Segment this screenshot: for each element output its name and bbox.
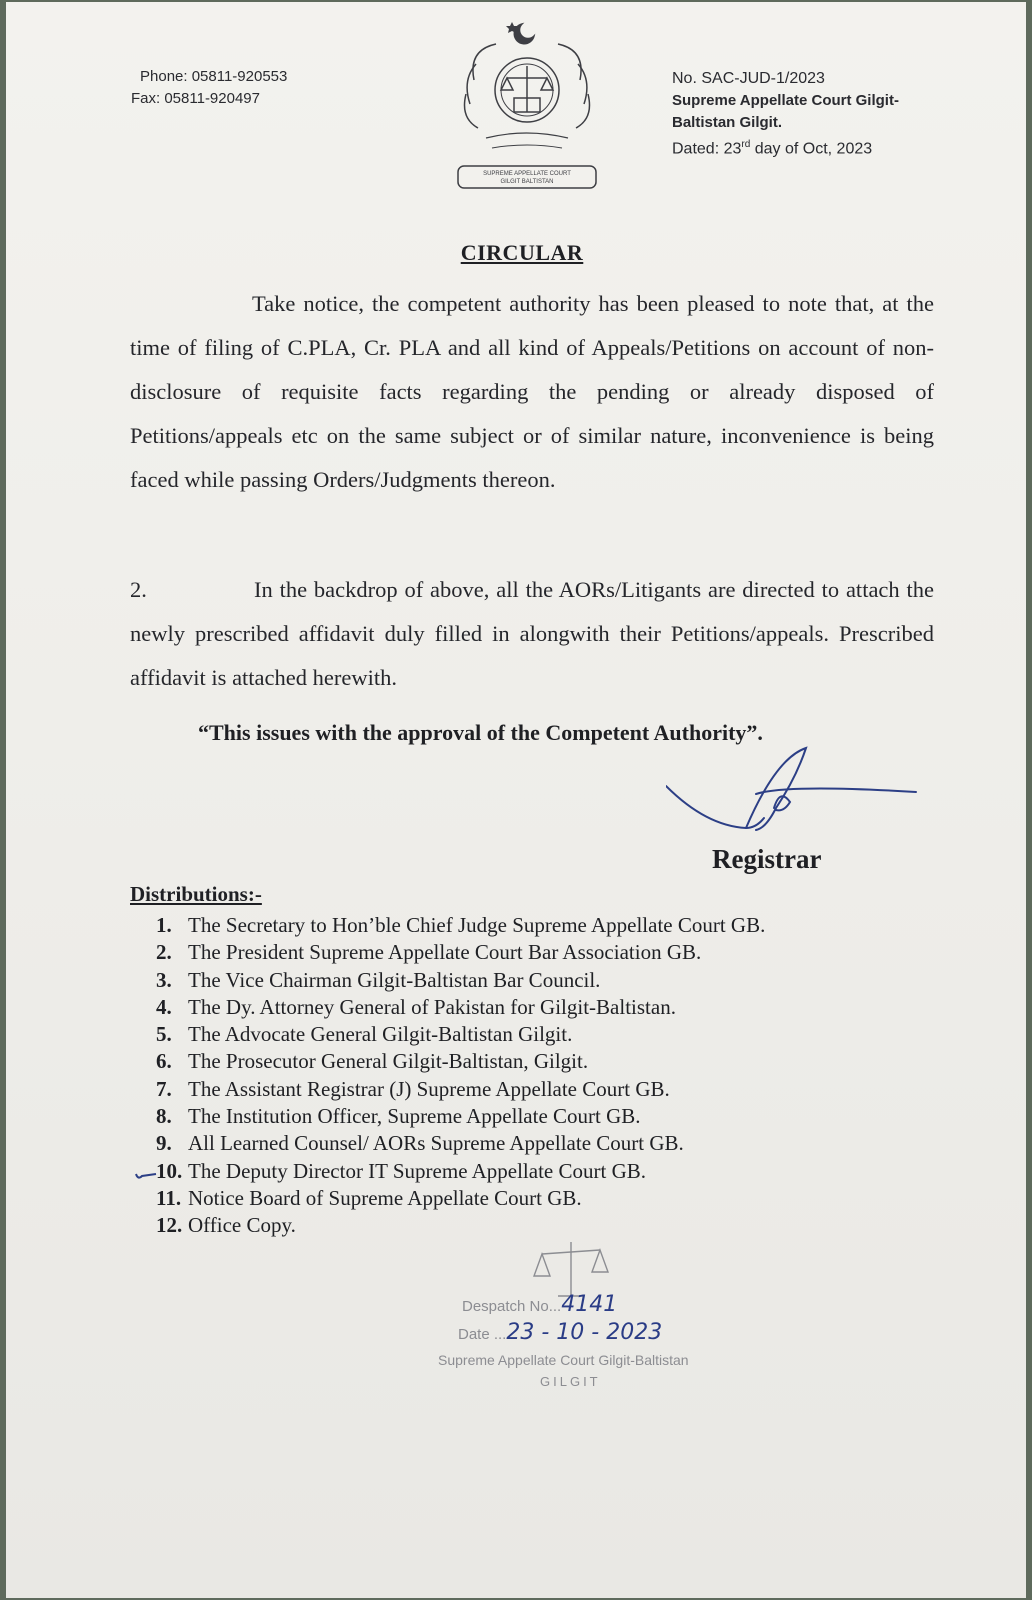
list-item: 1. The Secretary to Hon’ble Chief Judge Supreme Appellate Court GB. — [156, 913, 766, 937]
list-item: 6. The Prosecutor General Gilgit-Baltistan, Gilgit. — [156, 1049, 589, 1074]
reference-block — [672, 68, 899, 160]
paragraph-number: 2. — [130, 577, 147, 602]
distribution-list — [156, 912, 765, 1240]
tick-mark-icon — [134, 1168, 158, 1182]
paragraph-1: Take notice, the competent authority has been pleased to note that, at the time of filing of C.PLA, Cr. PLA and all kind of Appeals/Petitions on account of non-disclosure of requisite facts regarding the pending or already disposed of Petitions/appeals etc on the same subject or of similar nature, inconvenience is being faced while passing Orders/Judgments thereon. — [130, 291, 934, 492]
paragraph-2-text: In the backdrop of above, all the AORs/Litigants are directed to attach the newly prescribed affidavit duly filled in alongwith their Petitions/appeals. Prescribed affidavit is attached herewith. — [130, 577, 934, 690]
stamp-city: GILGIT — [540, 1374, 601, 1389]
despatch-date-row — [458, 1320, 662, 1345]
svg-text:SUPREME APPELLATE COURT: SUPREME APPELLATE COURT — [483, 171, 571, 177]
list-item: 2. The President Supreme Appellate Court Bar Association GB. — [156, 940, 702, 965]
approval-quote: “This issues with the approval of the Competent Authority”. — [198, 720, 763, 745]
phone-number: Phone: 05811-920553 — [140, 68, 288, 85]
list-item: 11. Notice Board of Supreme Appellate Court GB. — [156, 1185, 582, 1210]
contact-block — [131, 66, 288, 110]
signatory-title: Registrar — [712, 844, 822, 874]
despatch-date-value: 23 - 10 - 2023 — [506, 1320, 663, 1345]
list-item: 3. The Vice Chairman Gilgit-Baltistan Bar Council. — [156, 967, 601, 992]
paragraph-2 — [130, 568, 934, 700]
court-name-line1: Supreme Appellate Court Gilgit- — [672, 92, 899, 109]
reference-number: No. SAC-JUD-1/2023 — [672, 70, 825, 87]
list-item: 10. The Deputy Director IT Supreme Appellate Court GB. — [156, 1158, 647, 1183]
list-item: 7. The Assistant Registrar (J) Supreme Appellate Court GB. — [156, 1076, 670, 1101]
court-name-line2: Baltistan Gilgit. — [672, 114, 783, 131]
fax-number: Fax: 05811-920497 — [131, 90, 260, 107]
distributions-heading: Distributions:- — [130, 882, 262, 906]
despatch-date-label: Date ... — [458, 1326, 507, 1343]
despatch-number-value: 4141 — [561, 1292, 618, 1317]
circular-page — [6, 2, 1026, 1598]
despatch-number-label: Despatch No... — [462, 1298, 562, 1315]
dated-line: Dated: 23rd day of Oct, 2023 — [672, 139, 873, 158]
list-item: 5. The Advocate General Gilgit-Baltistan Gilgit. — [156, 1022, 573, 1047]
list-item: 9. All Learned Counsel/ AORs Supreme Appellate Court GB. — [156, 1131, 684, 1156]
despatch-number-row — [462, 1292, 617, 1317]
stamp-court-line: Supreme Appellate Court Gilgit-Baltistan — [438, 1352, 689, 1368]
list-item: 8. The Institution Officer, Supreme Appellate Court GB. — [156, 1104, 641, 1129]
handwritten-signature-icon — [666, 738, 926, 848]
list-item: 12. Office Copy. — [156, 1213, 296, 1238]
document-title: CIRCULAR — [460, 240, 584, 265]
court-emblem-icon — [452, 16, 602, 198]
svg-text:GILGIT BALTISTAN: GILGIT BALTISTAN — [500, 179, 554, 185]
list-item: 4. The Dy. Attorney General of Pakistan for Gilgit-Baltistan. — [156, 994, 676, 1019]
